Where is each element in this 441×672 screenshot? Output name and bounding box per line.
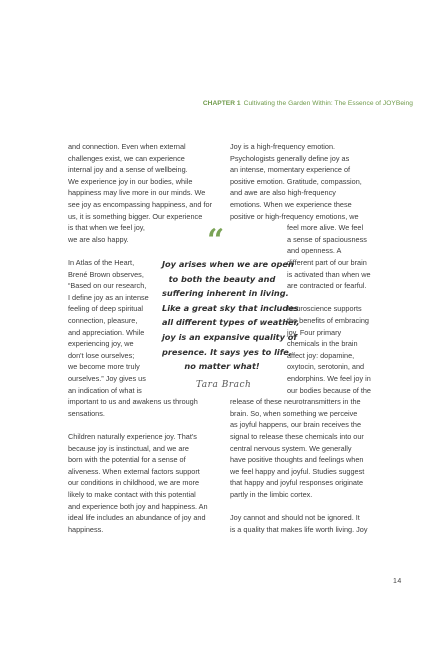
text-line: we are also happy.	[68, 234, 129, 244]
text-line: us, it is something bigger. Our experience	[68, 211, 203, 221]
text-line: Psychologists generally define joy as	[230, 153, 350, 163]
text-line: are contracted or fearful.	[287, 281, 367, 291]
text-line: happiness may live more in our minds. We	[68, 188, 206, 198]
page-number: 14	[393, 578, 402, 585]
quote-mark-icon: “	[207, 223, 225, 258]
text-line: an indication of what is	[68, 385, 142, 395]
text-line: experiencing joy, we	[68, 339, 134, 349]
text-line: our bodies because of the	[287, 385, 371, 395]
text-line: “Based on our research,	[68, 281, 147, 291]
text-line: feeling of deep spiritual	[68, 304, 144, 314]
text-line: don't lose ourselves;	[68, 350, 135, 360]
text-line: is a quality that makes life worth living. Joy	[230, 524, 368, 534]
quote-line: no matter what!	[184, 361, 260, 372]
text-line: aliveness. When external factors support	[68, 466, 200, 476]
text-line: see joy as encompassing happiness, and for	[68, 200, 212, 209]
text-line: happiness.	[68, 524, 104, 534]
text-line: a sense of spaciousness	[287, 234, 367, 244]
text-line: central nervous system. We generally	[230, 443, 352, 453]
text-line: brain. So, when something we perceive	[230, 408, 358, 418]
text-line: ideal life includes an abundance of joy and	[68, 513, 206, 523]
text-line: as joyful happens, our brain receives the	[230, 420, 362, 430]
quote-line: presence. It says yes to life,	[162, 346, 292, 357]
quote-line: Joy arises when we are open	[162, 259, 294, 269]
text-line: Brené Brown observes,	[68, 269, 144, 279]
quote-line: to both the beauty and	[168, 273, 276, 284]
text-line: we feel happy and joyful. Studies suggest	[230, 466, 365, 476]
text-line: and appreciation. While	[68, 327, 145, 337]
text-line: We experience joy in our bodies, while	[68, 176, 193, 186]
text-line: affect joy: dopamine,	[287, 350, 355, 360]
text-line: connection, pleasure,	[68, 316, 138, 325]
text-line: born with the potential for a sense of	[68, 455, 186, 465]
text-line: we become more truly	[68, 362, 140, 372]
text-line: Joy is a high-frequency emotion.	[230, 142, 336, 151]
text-line: the benefits of embracing	[287, 316, 369, 325]
text-line: different part of our brain	[287, 258, 367, 267]
text-line: and connection. Even when external	[68, 142, 186, 151]
chapter-title: Cultivating the Garden Within: The Essence of JOYBeing	[243, 100, 413, 107]
text-line: positive emotion. Gratitude, compassion,	[230, 176, 362, 186]
text-line: and experience both joy and happiness. An	[68, 501, 208, 511]
quote-line: joy is an expansive quality of	[162, 332, 297, 342]
chapter-label: CHAPTER 1	[202, 100, 241, 107]
text-line: emotions. When we experience these	[230, 200, 352, 209]
text-line: signal to release these chemicals into our	[230, 432, 364, 441]
text-line: positive or high-frequency emotions, we	[230, 211, 359, 221]
text-line: oxytocin, serotonin, and	[287, 362, 365, 372]
text-line: partly in the limbic cortex.	[230, 490, 313, 499]
text-line: internal joy and a sense of wellbeing.	[68, 165, 188, 175]
text-line: ourselves.” Joy gives us	[68, 374, 146, 383]
text-line: sensations.	[68, 408, 105, 418]
text-line: is activated than when we	[287, 269, 371, 279]
text-line: endorphins. We feel joy in	[287, 374, 371, 383]
text-line: joy. Four primary	[287, 327, 342, 337]
quote-line: suffering inherent in living.	[162, 288, 289, 299]
text-line: that happy and joyful responses originate	[230, 478, 364, 488]
text-line: because joy is instinctual, and we are	[68, 443, 189, 453]
text-line: I define joy as an intense	[68, 292, 149, 302]
quote-line: Like a great sky that includes	[162, 302, 299, 313]
text-line: an intense, momentary experience of	[230, 165, 351, 175]
quote-line: all different types of weather,	[162, 317, 300, 328]
text-line: have positive thoughts and feelings when	[230, 455, 364, 465]
text-line: challenges exist, we can experience	[68, 153, 185, 163]
text-line: Neuroscience supports	[287, 304, 362, 314]
running-header	[203, 100, 413, 107]
text-line: is that when we feel joy,	[68, 223, 145, 233]
text-line: our conditions in childhood, we are more	[68, 478, 200, 488]
text-line: Children naturally experience joy. That's	[68, 432, 197, 441]
text-line: release of these neurotransmitters in the	[230, 397, 361, 407]
text-line: Joy cannot and should not be ignored. It	[230, 513, 360, 523]
text-line: In Atlas of the Heart,	[68, 258, 135, 267]
signature: Tara Brach	[196, 380, 252, 390]
text-line: chemicals in the brain	[287, 339, 358, 349]
text-line: important to us and awakens us through	[68, 397, 198, 407]
text-line: feel more alive. We feel	[287, 223, 364, 233]
text-line: and openness. A	[287, 246, 342, 256]
text-line: and awe are also high-frequency	[230, 188, 336, 198]
text-line: likely to make contact with this potential	[68, 490, 196, 499]
